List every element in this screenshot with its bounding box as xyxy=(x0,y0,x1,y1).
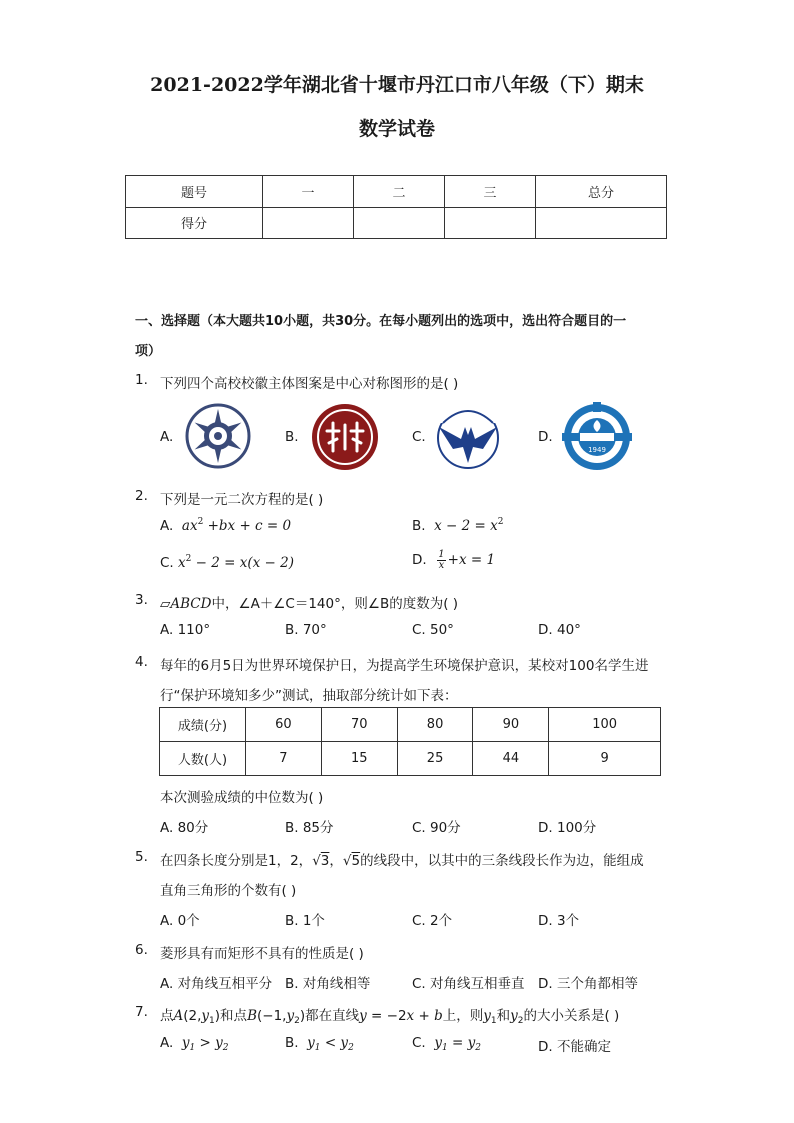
question-text xyxy=(160,849,644,869)
equation-text: $x - 2 = x^2$ xyxy=(434,517,504,534)
option-c[interactable]: C. 2个 xyxy=(412,913,453,929)
table-cell: 90 xyxy=(473,708,549,742)
table-cell: 题号 xyxy=(126,176,263,208)
question-number: 7. xyxy=(135,1004,148,1020)
score-table xyxy=(125,175,667,239)
question-number: 4. xyxy=(135,654,148,670)
option-b[interactable]: B. 1个 xyxy=(285,913,325,929)
equation-text: $\frac{1}{x}$ +x = 1 xyxy=(438,549,496,571)
question-text-cont: 直角三角形的个数有( ) xyxy=(160,883,297,899)
equation-text: $y_1 > y_2$ xyxy=(181,1035,229,1053)
question-text: 每年的6月5日为世界环境保护日，为提高学生环境保护意识，某校对100名学生进 xyxy=(160,658,649,674)
table-cell[interactable] xyxy=(263,207,354,239)
question-text: 点$A(2,y_1)$和点$B(-1,y_2)$都在直线y = −2x + b上，则$y_1$和$y_2$的大小关系是( ) xyxy=(160,1008,620,1026)
question-text-part: 在四条长度分别是1，2， xyxy=(160,853,313,869)
question-text-part: 的线段中，以其中的三条线段长作为边，能组成 xyxy=(360,853,644,869)
option-label: A. xyxy=(160,1035,174,1051)
question-text xyxy=(160,592,458,612)
equation-text: $x^2 - 2 = x(x - 2)$ xyxy=(178,554,294,571)
equation-text: $y_1 < y_2$ xyxy=(307,1035,354,1053)
option-c[interactable] xyxy=(412,1035,481,1053)
option-c[interactable]: C. 50° xyxy=(412,622,454,638)
option-b[interactable]: B. 对角线相等 xyxy=(285,976,371,992)
section-heading-cont: 项） xyxy=(135,344,162,359)
table-cell: 25 xyxy=(397,742,473,776)
table-cell: 三 xyxy=(445,176,536,208)
option-a[interactable]: A. 80分 xyxy=(160,820,209,836)
question-number: 2. xyxy=(135,488,148,504)
question-number: 5. xyxy=(135,849,148,865)
sqrt3: √3，√5 xyxy=(312,853,361,869)
option-d[interactable]: D. 三个角都相等 xyxy=(538,976,638,992)
seal-emblem-icon xyxy=(311,403,379,471)
option-b[interactable] xyxy=(412,517,504,534)
parallelogram-icon: ▱ xyxy=(160,596,171,612)
snowflake-emblem-icon xyxy=(185,403,251,469)
table-cell: 7 xyxy=(246,742,322,776)
option-label[interactable]: D. xyxy=(538,429,553,445)
eagle-emblem-icon xyxy=(435,405,501,471)
table-cell[interactable] xyxy=(445,207,536,239)
option-c[interactable] xyxy=(160,554,294,571)
equation-text: $y_1 = y_2$ xyxy=(434,1035,481,1053)
table-cell[interactable] xyxy=(536,207,667,239)
table-row xyxy=(126,176,667,208)
question-text: 下列是一元二次方程的是( ) xyxy=(160,492,324,508)
table-cell: 成绩(分) xyxy=(160,708,246,742)
score-distribution-table xyxy=(159,707,661,776)
table-cell: 人数(人) xyxy=(160,742,246,776)
option-a[interactable]: A. 110° xyxy=(160,622,211,638)
page-subtitle: 数学试卷 xyxy=(358,118,435,140)
option-a[interactable] xyxy=(160,1035,229,1053)
option-label: B. xyxy=(412,518,426,534)
table-cell: 80 xyxy=(397,708,473,742)
page-title: 2021-2022学年湖北省十堰市丹江口市八年级（下）期末 xyxy=(150,74,644,96)
option-c[interactable]: C. 对角线互相垂直 xyxy=(412,976,525,992)
option-d[interactable] xyxy=(412,550,495,571)
table-row xyxy=(126,207,667,239)
section-heading: 一、选择题（本大题共10小题，共30分。在每小题列出的选项中，选出符合题目的一 xyxy=(135,314,627,329)
circle-crest-icon xyxy=(562,402,632,472)
option-label: D. xyxy=(412,552,427,568)
table-cell: 总分 xyxy=(536,176,667,208)
table-cell[interactable] xyxy=(354,207,445,239)
option-label: C. xyxy=(412,1035,426,1051)
option-d[interactable]: D. 40° xyxy=(538,622,581,638)
option-a[interactable] xyxy=(160,517,291,534)
option-d[interactable]: D. 3个 xyxy=(538,913,580,929)
figure-name: ABCD xyxy=(170,596,212,612)
table-cell: 100 xyxy=(549,708,661,742)
option-label[interactable]: B. xyxy=(285,429,299,445)
table-row xyxy=(160,742,661,776)
option-label: B. xyxy=(285,1035,299,1051)
table-cell: 60 xyxy=(246,708,322,742)
question-text: 下列四个高校校徽主体图案是中心对称图形的是( ) xyxy=(160,376,459,392)
question-text: 菱形具有而矩形不具有的性质是( ) xyxy=(160,946,364,962)
option-a[interactable]: A. 0个 xyxy=(160,913,200,929)
option-label[interactable]: A. xyxy=(160,429,174,445)
equation-text: $ax^2 +bx + c = 0$ xyxy=(181,517,292,534)
option-b[interactable]: B. 70° xyxy=(285,622,327,638)
question-text-cont: 行“保护环境知多少”测试，抽取部分统计如下表： xyxy=(160,688,458,704)
question-number: 3. xyxy=(135,592,148,608)
table-cell: 44 xyxy=(473,742,549,776)
option-a[interactable]: A. 对角线互相平分 xyxy=(160,976,273,992)
table-row xyxy=(160,708,661,742)
table-cell: 15 xyxy=(321,742,397,776)
option-d[interactable]: D. 100分 xyxy=(538,820,597,836)
table-cell: 一 xyxy=(263,176,354,208)
question-text-rest: 中，∠A＋∠C＝140°，则∠B的度数为( ) xyxy=(211,596,459,612)
question-number: 1. xyxy=(135,372,148,388)
option-d[interactable]: D. 不能确定 xyxy=(538,1039,611,1055)
table-cell: 9 xyxy=(549,742,661,776)
table-cell: 二 xyxy=(354,176,445,208)
option-c[interactable]: C. 90分 xyxy=(412,820,461,836)
table-cell: 得分 xyxy=(126,207,263,239)
crest-year: 1949 xyxy=(588,446,606,454)
table-cell: 70 xyxy=(321,708,397,742)
option-b[interactable] xyxy=(285,1035,354,1053)
option-b[interactable]: B. 85分 xyxy=(285,820,334,836)
option-label: C. xyxy=(160,555,174,571)
question-prompt: 本次测验成绩的中位数为( ) xyxy=(160,790,324,806)
option-label: A. xyxy=(160,518,174,534)
option-label[interactable]: C. xyxy=(412,429,426,445)
question-number: 6. xyxy=(135,942,148,958)
